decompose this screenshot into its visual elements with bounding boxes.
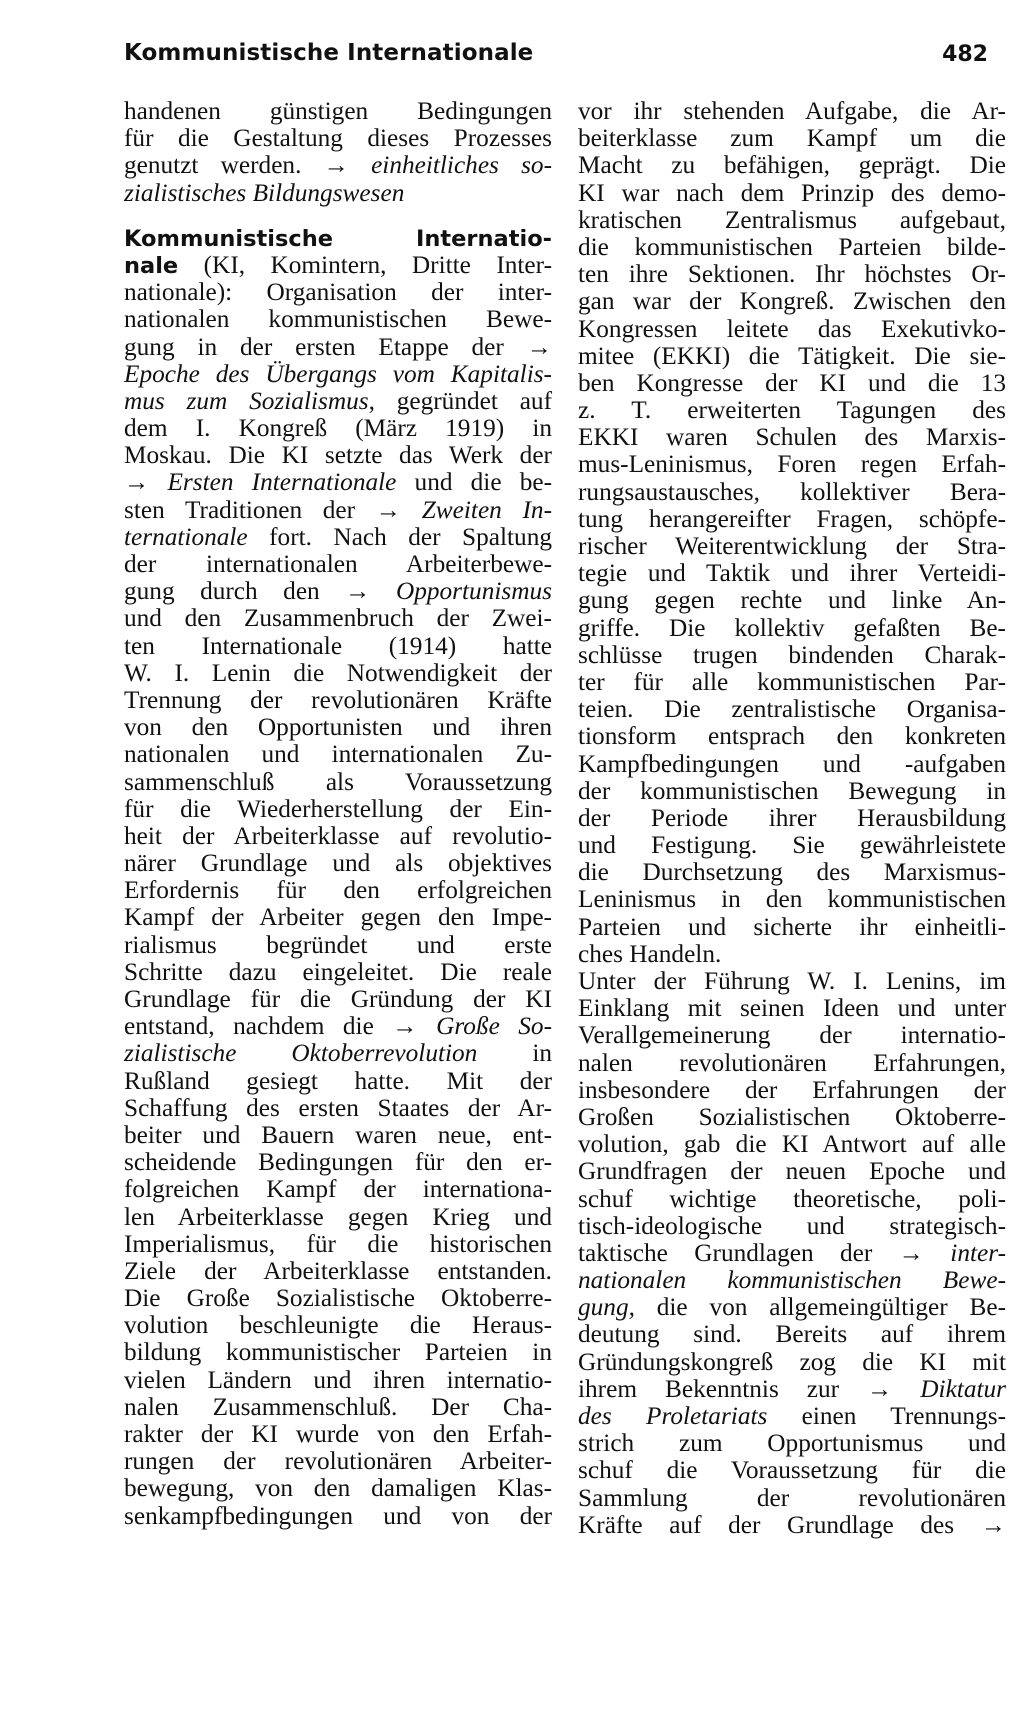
text-line xyxy=(578,1158,1006,1185)
text-line xyxy=(124,306,552,333)
text-run: Schritte dazu eingeleitet. Die reale xyxy=(124,957,552,986)
text-run: der kommunistischen Bewegung in xyxy=(578,776,1006,805)
text-run: gung in der ersten Etappe der → xyxy=(124,332,552,361)
text-line xyxy=(578,696,1006,723)
text-run: ches Handeln. xyxy=(578,939,722,968)
text-run: Großen Sozialistischen Oktoberre- xyxy=(578,1102,1006,1131)
text-run: Kongressen leitete das Exekutivko- xyxy=(578,314,1006,343)
text-line xyxy=(578,995,1006,1022)
cross-reference-term: Epoche des Übergangs vom Kapitalis- xyxy=(124,359,552,388)
text-run: ben Kongresse der KI und die 13 xyxy=(578,368,1006,397)
text-run: volution, gab die KI Antwort auf alle xyxy=(578,1130,1006,1159)
text-line xyxy=(124,1176,552,1203)
text-run: und Festigung. Sie gewährleistete xyxy=(578,831,1006,860)
text-run: Moskau. Die KI setzte das Werk der xyxy=(124,441,552,470)
text-line xyxy=(124,741,552,768)
entry-headword: nale xyxy=(124,252,179,279)
text-run: folgreichen Kampf der internationa- xyxy=(124,1175,552,1204)
text-line xyxy=(578,533,1006,560)
text-run: die von allgemeingültiger Be- xyxy=(634,1293,1006,1322)
text-run: strich zum Opportunismus und xyxy=(578,1429,1006,1458)
cross-reference-term: gung, xyxy=(578,1293,635,1322)
text-line xyxy=(578,207,1006,234)
text-run: rungen der revolutionären Arbeiter- xyxy=(124,1447,552,1476)
cross-reference-term: zialistische Oktoberrevolution xyxy=(124,1039,478,1068)
text-line xyxy=(578,859,1006,886)
text-line xyxy=(124,1258,552,1285)
text-line xyxy=(124,1475,552,1502)
text-run: der internationalen Arbeiterbewe- xyxy=(124,550,552,578)
text-line xyxy=(578,343,1006,370)
text-run: schuf die Voraussetzung für die xyxy=(578,1456,1006,1485)
text-line xyxy=(124,633,552,660)
text-line xyxy=(578,370,1006,397)
text-line xyxy=(578,98,1006,125)
text-line xyxy=(578,1050,1006,1077)
text-run: Trennung der revolutionären Kräfte xyxy=(124,685,552,714)
text-run: tionsform entsprach den konkreten xyxy=(578,722,1006,751)
text-run: die Durchsetzung des Marxismus- xyxy=(578,858,1006,887)
text-line xyxy=(578,886,1006,913)
text-run: kratischen Zentralismus aufgebaut, xyxy=(578,205,1006,234)
text-line xyxy=(578,180,1006,207)
text-line xyxy=(124,769,552,796)
text-line xyxy=(124,361,552,388)
text-line xyxy=(578,1213,1006,1240)
text-line xyxy=(578,751,1006,778)
text-run: bildung kommunistischer Parteien in xyxy=(124,1338,552,1367)
text-line xyxy=(124,986,552,1013)
text-run: Macht zu befähigen, geprägt. Die xyxy=(578,151,1006,180)
text-run: beiterklasse zum Kampf um die xyxy=(578,124,1006,153)
text-run: Gründungskongreß zog die KI mit xyxy=(578,1347,1006,1376)
cross-reference-term: des Proletariats xyxy=(578,1402,768,1430)
text-run: mitee (EKKI) die Tätigkeit. Die sie- xyxy=(578,341,1006,370)
text-line xyxy=(578,1403,1006,1430)
text-run: tegie und Taktik und ihrer Verteidi- xyxy=(578,559,1006,588)
text-line xyxy=(124,850,552,877)
running-head-title: Kommunistische Internationale xyxy=(124,40,534,66)
text-line xyxy=(124,1149,552,1176)
text-run: nationalen kommunistischen Bewe- xyxy=(124,305,552,334)
text-line xyxy=(124,225,552,252)
text-run: Imperialismus, für die historischen xyxy=(124,1229,552,1258)
text-run: gan war der Kongreß. Zwischen den xyxy=(578,287,1006,316)
entry-headword: Kommunistische Internatio- xyxy=(124,225,552,252)
text-line xyxy=(578,1240,1006,1267)
text-run: entstand, nachdem die → xyxy=(124,1012,437,1041)
text-line xyxy=(578,316,1006,343)
text-run: griffe. Die kollektiv gefaßten Be- xyxy=(578,613,1006,642)
text-run: → xyxy=(124,468,168,497)
text-line xyxy=(578,1131,1006,1158)
text-line xyxy=(578,1104,1006,1131)
text-run: schuf wichtige theoretische, poli- xyxy=(578,1184,1006,1213)
right-text-column xyxy=(578,98,1006,1539)
text-line xyxy=(124,904,552,931)
cross-reference-term: nationalen kommunistischen Bewe- xyxy=(578,1266,1006,1295)
text-line xyxy=(124,524,552,551)
text-run: von den Opportunisten und ihren xyxy=(124,713,552,742)
text-run: sammenschluß als Voraussetzung xyxy=(124,767,552,796)
text-line xyxy=(578,125,1006,152)
text-run: der Periode ihrer Herausbildung xyxy=(578,803,1006,832)
text-run: rakter der KI wurde von den Erfah- xyxy=(124,1420,552,1448)
text-run: (KI, Komintern, Dritte Inter- xyxy=(178,250,552,279)
text-run: gung gegen rechte und linke An- xyxy=(578,586,1006,615)
text-line xyxy=(124,1231,552,1258)
text-run: tung herangereifter Fragen, schöpfe- xyxy=(578,504,1006,533)
text-line xyxy=(124,152,552,179)
text-line xyxy=(578,941,1006,968)
cross-reference-term: Ersten Internationale xyxy=(167,468,397,497)
cross-reference-term: Zweiten In- xyxy=(421,495,552,524)
text-line xyxy=(124,660,552,687)
text-line xyxy=(578,805,1006,832)
text-line xyxy=(578,424,1006,451)
text-run: EKKI waren Schulen des Marxis- xyxy=(578,423,1006,452)
text-run: die kommunistischen Parteien bilde- xyxy=(578,232,1006,261)
text-line xyxy=(124,388,552,415)
text-run: Verallgemeinerung der internatio- xyxy=(578,1021,1006,1050)
text-run: ten Internationale (1914) hatte xyxy=(124,631,552,660)
text-line xyxy=(578,778,1006,805)
text-run: und den Zusammenbruch der Zwei- xyxy=(124,604,552,633)
cross-reference-term: zialistisches Bildungswesen xyxy=(124,178,405,207)
text-run: rungsaustausches, kollektiver Bera- xyxy=(578,477,1006,506)
text-line xyxy=(578,234,1006,261)
text-run: mus-Leninismus, Foren regen Erfah- xyxy=(578,450,1006,479)
text-line xyxy=(124,1367,552,1394)
text-run: und die be- xyxy=(396,468,552,497)
text-run: len Arbeiterklasse gegen Krieg und xyxy=(124,1202,552,1231)
text-run: ihrem Bekenntnis zur → xyxy=(578,1374,921,1403)
text-run: schlüsse trugen bindenden Charak- xyxy=(578,640,1006,669)
text-run: fort. Nach der Spaltung xyxy=(247,522,552,551)
text-line xyxy=(578,968,1006,995)
cross-reference-term: einheitliches so- xyxy=(371,151,552,180)
text-run: Kampf der Arbeiter gegen den Impe- xyxy=(124,903,552,932)
text-line xyxy=(578,261,1006,288)
cross-reference-term: inter- xyxy=(950,1238,1006,1267)
text-line xyxy=(578,914,1006,941)
text-line xyxy=(578,560,1006,587)
left-text-column xyxy=(124,98,552,1530)
text-run: insbesondere der Erfahrungen der xyxy=(578,1075,1006,1104)
text-run: in xyxy=(477,1039,552,1068)
page-number: 482 xyxy=(942,42,988,67)
cross-reference-term: Große So- xyxy=(436,1012,553,1041)
text-run: Rußland gesiegt hatte. Mit der xyxy=(124,1066,552,1095)
text-line xyxy=(578,1294,1006,1321)
text-line xyxy=(578,1022,1006,1049)
text-line xyxy=(578,832,1006,859)
text-line xyxy=(578,152,1006,179)
text-run: nalen Zusammenschluß. Der Cha- xyxy=(124,1392,552,1421)
text-line xyxy=(124,959,552,986)
text-run: närer Grundlage und als objektives xyxy=(124,849,552,878)
text-run: Kampfbedingungen und -aufgaben xyxy=(578,749,1006,778)
text-line xyxy=(578,615,1006,642)
text-line xyxy=(578,1186,1006,1213)
text-run: KI war nach dem Prinzip des demo- xyxy=(578,178,1006,207)
text-line xyxy=(124,1095,552,1122)
text-run: Schaffung des ersten Staates der Ar- xyxy=(124,1093,552,1122)
text-line xyxy=(578,669,1006,696)
cross-reference-term: Diktatur xyxy=(920,1374,1006,1403)
text-run: vor ihr stehenden Aufgabe, die Ar- xyxy=(578,97,1006,125)
text-line xyxy=(124,578,552,605)
text-run: Erfordernis für den erfolgreichen xyxy=(124,876,552,905)
text-run: Sammlung der revolutionären xyxy=(578,1483,1006,1512)
text-run: Parteien und sicherte ihr einheitli- xyxy=(578,912,1006,941)
text-line xyxy=(124,1285,552,1312)
text-line xyxy=(124,1448,552,1475)
text-run: für die Gestaltung dieses Prozesses xyxy=(124,124,552,153)
text-run: vielen Ländern und ihren internatio- xyxy=(124,1365,552,1394)
text-run: Die Große Sozialistische Oktoberre- xyxy=(124,1284,552,1313)
text-line xyxy=(578,1485,1006,1512)
text-run: W. I. Lenin die Notwendigkeit der xyxy=(124,658,552,687)
cross-reference-term: Opportunismus xyxy=(395,577,552,606)
text-line xyxy=(124,687,552,714)
text-run: ter für alle kommunistischen Par- xyxy=(578,667,1006,696)
text-line xyxy=(124,1312,552,1339)
text-run: Grundlage für die Gründung der KI xyxy=(124,985,552,1013)
text-run: dem I. Kongreß (März 1919) in xyxy=(124,414,552,443)
text-run: Ziele der Arbeiterklasse entstanden. xyxy=(124,1256,552,1285)
text-line xyxy=(578,1349,1006,1376)
text-line xyxy=(578,1321,1006,1348)
text-line xyxy=(124,180,552,207)
text-line xyxy=(124,442,552,469)
text-run: Kräfte auf der Grundlage des → xyxy=(578,1510,1006,1539)
text-run: z. T. erweiterten Tagungen des xyxy=(578,396,1006,425)
text-line xyxy=(124,415,552,442)
text-line xyxy=(578,723,1006,750)
text-run: gung durch den → xyxy=(124,577,396,606)
text-run: nationalen und internationalen Zu- xyxy=(124,740,552,769)
text-line xyxy=(124,469,552,496)
text-line xyxy=(578,1376,1006,1403)
text-run: volution beschleunigte die Heraus- xyxy=(124,1311,552,1340)
text-run: heit der Arbeiterklasse auf revolutio- xyxy=(124,821,552,850)
text-run: rialismus begründet und erste xyxy=(124,930,552,959)
text-run: bewegung, von den damaligen Klas- xyxy=(124,1474,552,1503)
text-run: beiter und Bauern waren neue, ent- xyxy=(124,1120,552,1149)
text-line xyxy=(578,506,1006,533)
text-run: Grundfragen der neuen Epoche und xyxy=(578,1157,1006,1186)
text-line xyxy=(578,288,1006,315)
text-line xyxy=(124,877,552,904)
text-line xyxy=(124,497,552,524)
text-line xyxy=(578,1430,1006,1457)
text-line xyxy=(124,823,552,850)
text-line xyxy=(124,551,552,578)
text-run: taktische Grundlagen der → xyxy=(578,1238,951,1267)
text-line xyxy=(124,714,552,741)
text-run: Unter der Führung W. I. Lenins, im xyxy=(578,967,1006,995)
text-line xyxy=(124,98,552,125)
text-run: tisch-ideologische und strategisch- xyxy=(578,1211,1006,1240)
text-line xyxy=(124,1394,552,1421)
text-line xyxy=(578,397,1006,424)
cross-reference-term: ternationale xyxy=(124,522,248,551)
text-line xyxy=(124,1122,552,1149)
text-run: scheidende Bedingungen für den er- xyxy=(124,1148,552,1177)
text-line xyxy=(124,796,552,823)
text-run: ten ihre Sektionen. Ihr höchstes Or- xyxy=(578,260,1006,289)
text-line xyxy=(578,1077,1006,1104)
text-line xyxy=(578,587,1006,614)
text-line xyxy=(124,252,552,279)
text-line xyxy=(578,1267,1006,1294)
text-run: einen Trennungs- xyxy=(767,1402,1006,1430)
text-run: Leninismus in den kommunistischen xyxy=(578,885,1006,914)
text-line xyxy=(578,642,1006,669)
text-line xyxy=(124,1339,552,1366)
text-line xyxy=(578,479,1006,506)
text-line xyxy=(124,1204,552,1231)
text-line xyxy=(124,1421,552,1448)
text-line xyxy=(124,125,552,152)
cross-reference-term: mus zum Sozialismus, xyxy=(124,386,375,415)
text-run: deutung sind. Bereits auf ihrem xyxy=(578,1320,1006,1349)
text-line xyxy=(124,1013,552,1040)
text-run: nationale): Organisation der inter- xyxy=(124,278,552,307)
text-line xyxy=(578,1457,1006,1484)
text-run: senkampfbedingungen und von der xyxy=(124,1501,552,1530)
text-run: für die Wiederherstellung der Ein- xyxy=(124,794,552,823)
paragraph-gap xyxy=(124,207,552,225)
text-line xyxy=(578,1512,1006,1539)
text-line xyxy=(124,932,552,959)
text-line xyxy=(124,279,552,306)
text-line xyxy=(124,1040,552,1067)
text-line xyxy=(124,1503,552,1530)
text-line xyxy=(124,1068,552,1095)
text-run: genutzt werden. → xyxy=(124,151,372,180)
text-run: rischer Weiterentwicklung der Stra- xyxy=(578,532,1006,560)
text-line xyxy=(124,334,552,361)
text-run: gegründet auf xyxy=(374,386,552,415)
text-run: sten Traditionen der → xyxy=(124,495,422,524)
text-line xyxy=(124,605,552,632)
text-run: Einklang mit seinen Ideen und unter xyxy=(578,994,1006,1023)
text-run: teien. Die zentralistische Organisa- xyxy=(578,695,1006,724)
text-run: nalen revolutionären Erfahrungen, xyxy=(578,1048,1006,1077)
text-line xyxy=(578,451,1006,478)
text-run: handenen günstigen Bedingungen xyxy=(124,97,552,125)
